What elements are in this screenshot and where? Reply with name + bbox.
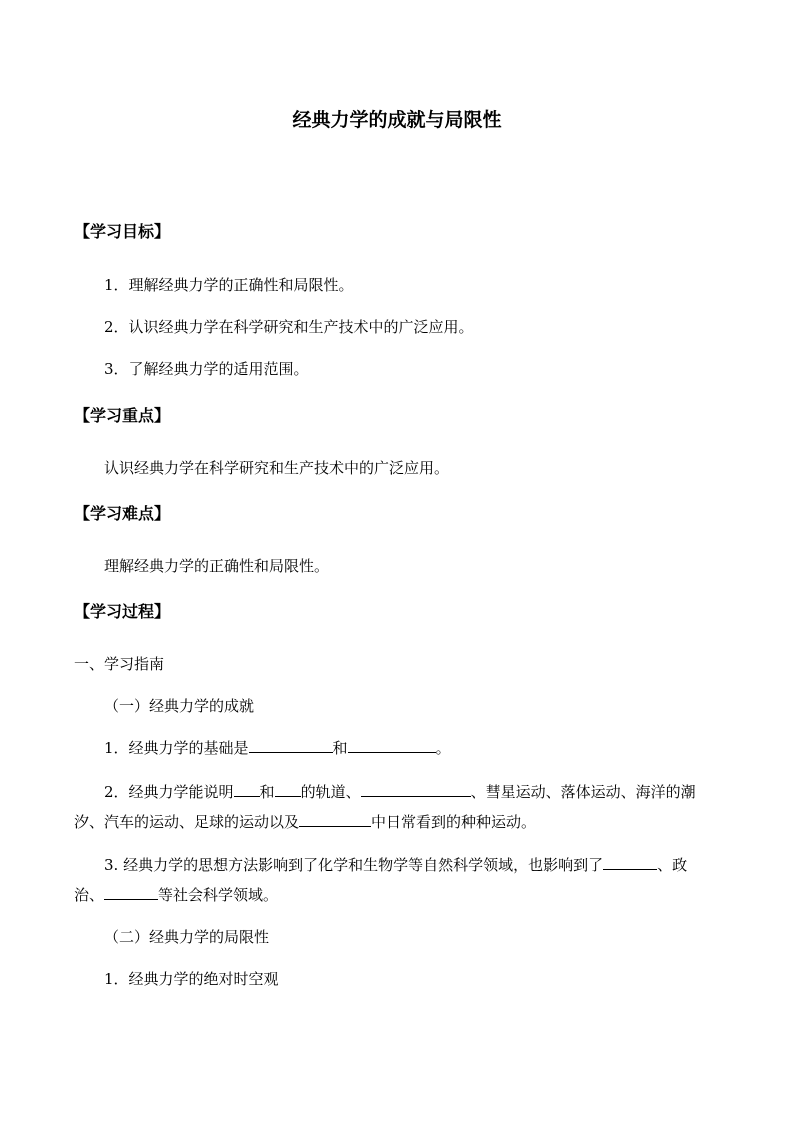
question-text: 2．经典力学能说明 bbox=[104, 783, 234, 801]
question-text: 治、 bbox=[74, 886, 105, 904]
difficulty-text: 理解经典力学的正确性和局限性。 bbox=[104, 557, 330, 575]
process-heading: 【学习过程】 bbox=[74, 602, 171, 621]
question-text: 汐、汽车的运动、足球的运动以及 bbox=[74, 813, 300, 831]
key-point-text: 认识经典力学在科学研究和生产技术中的广泛应用。 bbox=[104, 459, 450, 477]
difficulty-heading: 【学习难点】 bbox=[74, 504, 171, 523]
limitation-item: 1．经典力学的绝对时空观 bbox=[104, 970, 279, 988]
objective-item: 1．理解经典力学的正确性和局限性。 bbox=[104, 276, 354, 294]
question-text: 。 bbox=[435, 739, 451, 757]
question-text: 中日常看到的种种运动。 bbox=[371, 813, 537, 831]
answer-blank[interactable] bbox=[603, 854, 657, 870]
key-point-heading: 【学习重点】 bbox=[74, 406, 171, 425]
answer-blank[interactable] bbox=[348, 737, 436, 753]
question-text: 1．经典力学的基础是 bbox=[104, 739, 249, 757]
answer-blank[interactable] bbox=[104, 884, 158, 900]
question-text: 等社会科学领域。 bbox=[158, 886, 279, 904]
answer-blank[interactable] bbox=[361, 781, 471, 797]
question-text: 、彗星运动、落体运动、海洋的潮 bbox=[470, 783, 696, 801]
answer-blank[interactable] bbox=[249, 737, 333, 753]
question-3-line-2 bbox=[74, 884, 278, 905]
question-text: 和 bbox=[259, 783, 275, 801]
answer-blank[interactable] bbox=[275, 781, 301, 797]
answer-blank[interactable] bbox=[234, 781, 260, 797]
question-2-line-2 bbox=[74, 811, 536, 832]
question-1 bbox=[104, 737, 451, 758]
objective-item: 3．了解经典力学的适用范围。 bbox=[104, 360, 309, 378]
question-3-line-1 bbox=[104, 854, 687, 875]
page-title: 经典力学的成就与局限性 bbox=[292, 109, 502, 131]
section-heading: 一、学习指南 bbox=[74, 655, 165, 673]
question-text: 和 bbox=[332, 739, 348, 757]
objectives-heading: 【学习目标】 bbox=[74, 222, 171, 241]
question-2-line-1 bbox=[104, 781, 696, 802]
subsection-heading: （二）经典力学的局限性 bbox=[104, 928, 270, 946]
question-text: 、政 bbox=[657, 856, 688, 874]
question-text: 3. 经典力学的思想方法影响到了化学和生物学等自然科学领域，也影响到了 bbox=[104, 856, 604, 874]
objective-item: 2．认识经典力学在科学研究和生产技术中的广泛应用。 bbox=[104, 318, 474, 336]
question-text: 的轨道、 bbox=[300, 783, 361, 801]
answer-blank[interactable] bbox=[299, 811, 371, 827]
subsection-heading: （一）经典力学的成就 bbox=[104, 697, 255, 715]
